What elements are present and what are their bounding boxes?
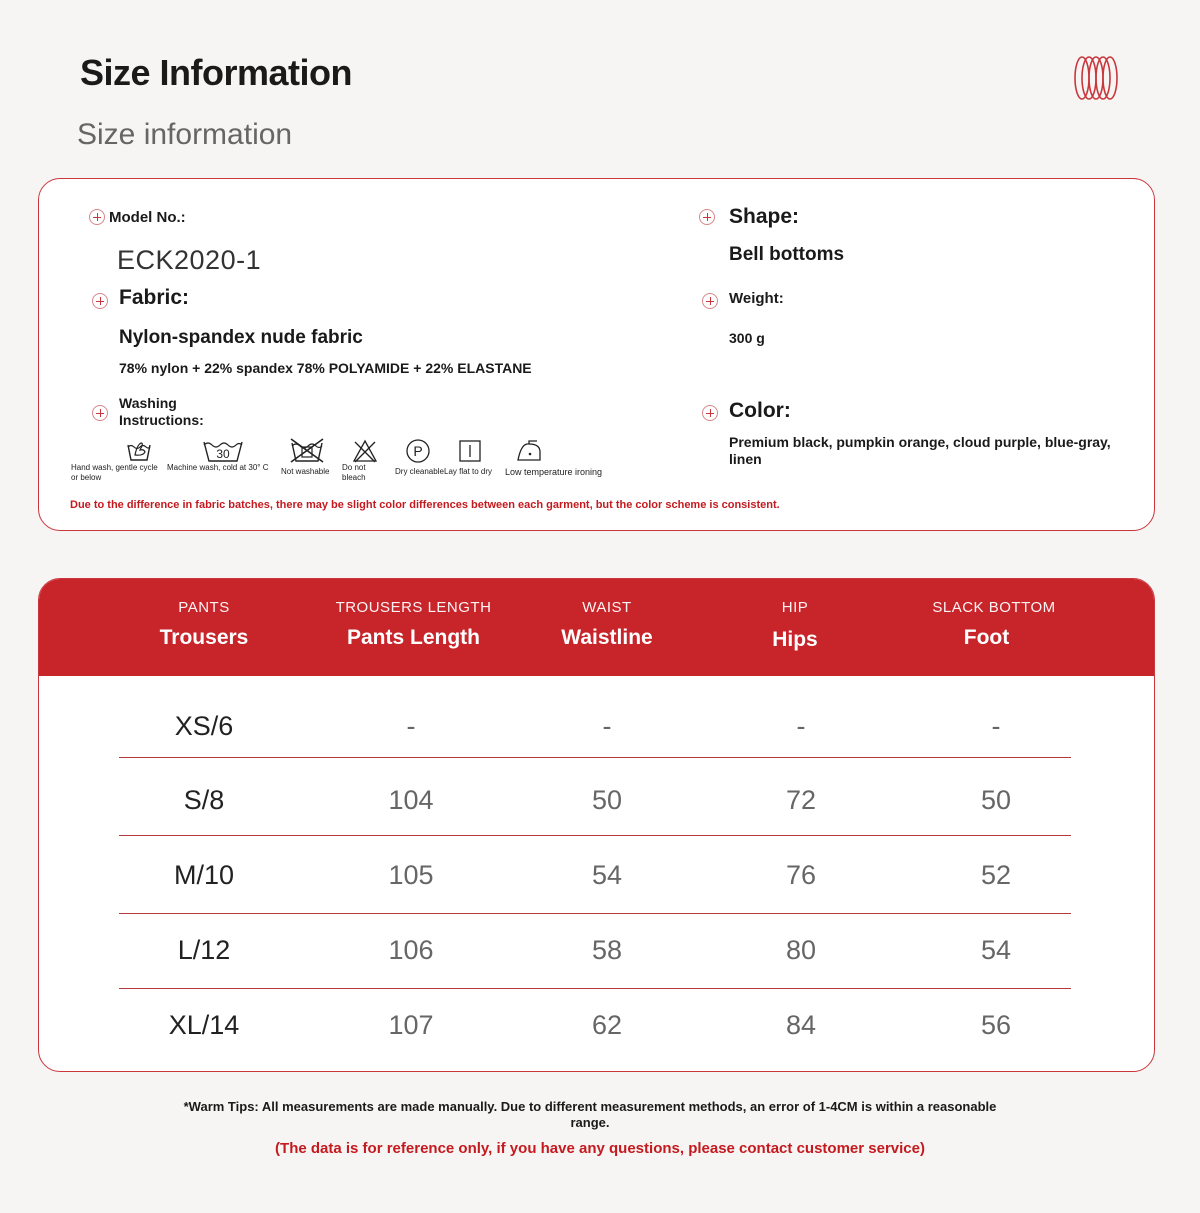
column-header-trousers [104, 579, 304, 676]
column-header-waistline [507, 579, 707, 676]
table-cell-foot: 52 [980, 860, 1012, 890]
table-cell-waist: 62 [591, 1010, 623, 1040]
hand-wash-icon [125, 437, 153, 463]
table-row [119, 689, 1071, 764]
fabric-label: Fabric: [119, 286, 190, 309]
machine-wash-label: Machine wash, cold at 30° C [167, 463, 269, 472]
column-header-en: HIP [781, 599, 809, 616]
table-cell-foot: 54 [980, 935, 1012, 965]
plus-circle-icon [92, 405, 108, 421]
table-cell-size: XS/6 [174, 711, 234, 741]
color-value-line1: Premium black, pumpkin orange, cloud purple, blue-gray, [729, 434, 1111, 450]
page-title: Size Information [80, 52, 353, 93]
table-cell-length: - [406, 711, 416, 741]
column-header-en: PANTS [178, 599, 230, 616]
table-cell-size: XL/14 [168, 1010, 240, 1040]
washing-label-line1: Washing [119, 395, 177, 411]
table-row [119, 913, 1071, 988]
dry-clean-label: Dry cleanable [395, 467, 444, 476]
hand-wash-label [71, 463, 158, 483]
dry-clean-p-icon [405, 438, 431, 464]
table-cell-waist: 50 [591, 785, 623, 815]
low-iron-label: Low temperature ironing [505, 467, 603, 477]
fabric-value: Nylon-spandex nude fabric [119, 327, 363, 348]
column-header-label: Pants Length [346, 626, 480, 649]
warm-tips-line2: range. [570, 1115, 610, 1130]
table-cell-foot: 50 [980, 785, 1012, 815]
machine-wash-30-icon [201, 437, 245, 463]
model-value: ECK2020-1 [117, 245, 262, 275]
shape-value: Bell bottoms [729, 244, 845, 265]
washing-label-line2: Instructions: [119, 412, 204, 428]
plus-circle-icon [702, 405, 718, 421]
table-cell-waist: 58 [591, 935, 623, 965]
model-label: Model No.: [109, 209, 186, 226]
table-cell-hip: 80 [785, 935, 817, 965]
shape-label: Shape: [729, 205, 800, 228]
column-header-label: Hips [772, 628, 818, 651]
column-header-en: SLACK BOTTOM [932, 599, 1056, 616]
table-row [119, 838, 1071, 913]
wash-temp-number: 30 [216, 447, 230, 461]
table-cell-foot: 56 [980, 1010, 1012, 1040]
do-not-wash-icon [289, 437, 325, 463]
color-value [729, 434, 1111, 468]
table-cell-waist: - [602, 711, 612, 741]
not-washable-label: Not washable [281, 467, 330, 476]
row-divider [119, 835, 1071, 836]
hand-wash-label-line2: or below [71, 473, 102, 482]
column-header-label: Waistline [561, 626, 653, 649]
page-subtitle: Size information [77, 118, 293, 151]
weight-label: Weight: [729, 290, 784, 307]
lay-flat-dry-icon [458, 439, 482, 463]
washing-label [119, 395, 204, 429]
weight-value: 300 g [729, 330, 765, 346]
table-cell-length: 104 [388, 785, 434, 815]
product-info-card [38, 178, 1155, 531]
do-not-bleach-label [342, 463, 366, 483]
table-cell-hip: - [796, 711, 806, 741]
size-table [38, 578, 1155, 1072]
table-cell-size: S/8 [183, 785, 225, 815]
table-cell-length: 106 [388, 935, 434, 965]
plus-circle-icon [702, 293, 718, 309]
table-cell-hip: 76 [785, 860, 817, 890]
warm-tips [150, 1099, 1030, 1131]
color-value-line2: linen [729, 451, 762, 467]
table-cell-length: 107 [388, 1010, 434, 1040]
table-cell-waist: 54 [591, 860, 623, 890]
size-table-header [39, 579, 1154, 676]
column-header-foot [884, 579, 1104, 676]
plus-circle-icon [89, 209, 105, 225]
hand-wash-label-line1: Hand wash, gentle cycle [71, 463, 158, 472]
column-header-en: WAIST [582, 599, 632, 616]
do-not-bleach-label-line2: bleach [342, 473, 366, 482]
plus-circle-icon [699, 209, 715, 225]
column-header-label: Trousers [159, 626, 249, 649]
dry-clean-letter: P [413, 443, 423, 459]
row-divider [119, 757, 1071, 758]
table-row [119, 988, 1071, 1063]
table-cell-hip: 84 [785, 1010, 817, 1040]
do-not-bleach-label-line1: Do not [342, 463, 366, 472]
do-not-bleach-icon [352, 439, 378, 463]
column-header-label: Foot [963, 626, 1010, 649]
table-cell-hip: 72 [785, 785, 817, 815]
column-header-hips [695, 579, 895, 676]
lay-flat-label: Lay flat to dry [444, 467, 493, 476]
column-header-en: TROUSERS LENGTH [335, 599, 492, 616]
warm-tips-line1: *Warm Tips: All measurements are made manually. Due to different measurement methods, an error of 1-4CM is within a reasonable [183, 1099, 997, 1114]
red-loops-logo-icon [1070, 52, 1122, 104]
table-cell-foot: - [991, 711, 1001, 741]
contact-note: (The data is for reference only, if you have any questions, please contact customer service) [275, 1140, 925, 1157]
column-header-pants-length [301, 579, 526, 676]
table-cell-length: 105 [388, 860, 434, 890]
color-label: Color: [729, 399, 791, 422]
table-cell-size: M/10 [173, 860, 235, 890]
color-difference-note: Due to the difference in fabric batches, there may be slight color differences between each garment, but the color scheme is consistent. [70, 499, 780, 511]
plus-circle-icon [92, 293, 108, 309]
fabric-detail: 78% nylon + 22% spandex 78% POLYAMIDE + 22% ELASTANE [119, 360, 532, 376]
low-iron-icon [515, 439, 543, 463]
table-row [119, 763, 1071, 838]
table-cell-size: L/12 [177, 935, 231, 965]
